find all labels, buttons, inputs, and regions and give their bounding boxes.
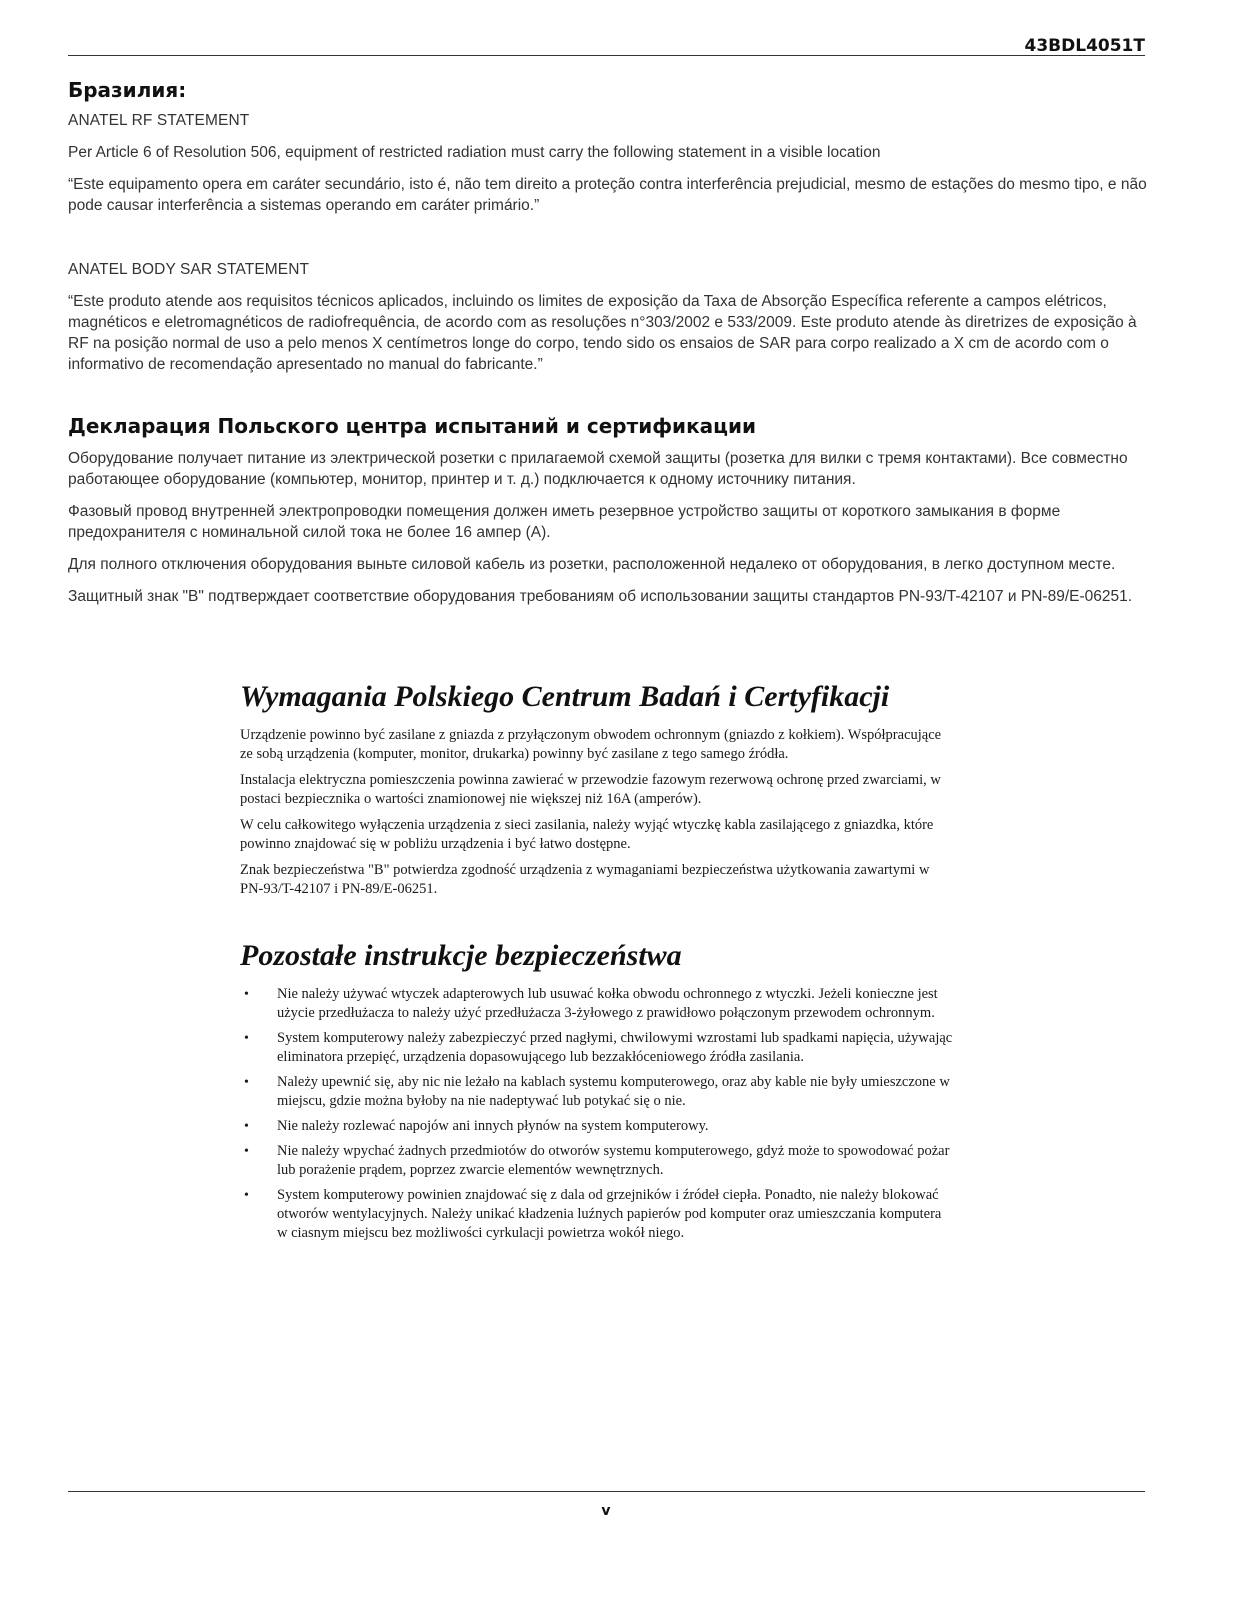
scan-paragraph: Znak bezpieczeństwa "B" potwierdza zgodność urządzenia z wymaganiami bezpieczeństwa użytkowania zawartymi w PN-93/T-42107 i PN-89/E-06251. (240, 862, 930, 897)
bullet-icon: • (244, 1119, 249, 1134)
list-item-text: Nie należy wpychać żadnych przedmiotów do otworów systemu komputerowego, gdyż może to spowodować pożar lub porażenie prądem, poprzez zwarcie elementów wewnętrznych. (277, 1143, 950, 1178)
scan-heading-requirements: Wymagania Polskiego Centrum Badań i Certyfikacji (240, 680, 890, 713)
bullet-icon: • (244, 1075, 249, 1090)
main-content (68, 78, 1148, 618)
list-item-text: Nie należy używać wtyczek adapterowych lub usuwać kołka obwodu ochronnego z wtyczki. Jeżeli konieczne jest użycie przedłużacza to należy użyć przedłużacza 3-żyłowego z prawidłowo połączonym przewodem ochronnym. (277, 986, 938, 1021)
list-item (240, 985, 955, 1023)
list-item (240, 1142, 955, 1180)
page-number: v (601, 1503, 611, 1519)
list-item (240, 1186, 955, 1243)
bullet-icon: • (244, 987, 249, 1002)
list-item (240, 1029, 955, 1067)
scan-paragraph: Instalacja elektryczna pomieszczenia powinna zawierać w przewodzie fazowym rezerwową ochronę przed zwarciami, w postaci bezpiecznika o wartości znamionowej nie większej niż 16A (amperów). (240, 772, 941, 807)
poland-heading: Декларация Польского центра испытаний и сертификации (68, 414, 756, 438)
list-item (240, 1073, 955, 1111)
header-rule (68, 55, 1145, 56)
list-item-text: System komputerowy powinien znajdować się z dala od grzejników i źródeł ciepła. Ponadto, nie należy blokować otworów wentylacyjnych. Należy unikać kładzenia luźnych papierów pod komputer oraz umieszczania komputera w ciasnym miejscu bez możliwości cyrkulacji powietrza wokół niego. (277, 1187, 942, 1241)
list-item-text: Należy upewnić się, aby nic nie leżało na kablach systemu komputerowego, oraz aby kable nie były umieszczone w miejscu, gdzie można byłoby na nie nadeptywać lub potykać się o nie. (277, 1074, 950, 1109)
bullet-icon: • (244, 1144, 249, 1159)
model-number: 43BDL4051T (1024, 36, 1145, 56)
rf-statement-intro: Per Article 6 of Resolution 506, equipment of restricted radiation must carry the following statement in a visible location (68, 144, 881, 161)
bullet-icon: • (244, 1031, 249, 1046)
bullet-icon: • (244, 1188, 249, 1203)
list-item-text: System komputerowy należy zabezpieczyć przed nagłymi, chwilowymi wzrostami lub spadkami napięcia, używając eliminatora przepięć, urządzenia dopasowującego lub bezzakłóceniowego źródła zasilania. (277, 1030, 953, 1065)
scan-heading-safety: Pozostałe instrukcje bezpieczeństwa (240, 939, 682, 972)
scan-paragraph: W celu całkowitego wyłączenia urządzenia z sieci zasilania, należy wyjąć wtyczkę kabla zasilającego z gniazdka, które powinno znajdować się w pobliżu urządzenia i być łatwo dostępne. (240, 817, 934, 852)
polish-certification-scan (240, 680, 955, 1249)
rf-statement-quote: “Este equipamento opera em caráter secundário, isto é, não tem direito a proteção contra interferência prejudicial, mesmo de estações do mesmo tipo, e não pode causar interferência a sistemas operando em caráter primário.” (68, 176, 1147, 214)
rf-statement-label: ANATEL RF STATEMENT (68, 112, 250, 129)
sar-statement-quote: “Este produto atende aos requisitos técnicos aplicados, incluindo os limites de exposição da Taxa de Absorção Específica referente a campos elétricos, magnéticos e eletromagnéticos de radiofrequência, de acordo com as resoluções n°303/2002 e 533/2009. Este produto atende às diretrizes de exposição à RF na posição normal de uso a pelo menos X centímetros longe do corpo, tendo sido os ensaios de SAR para corpo realizado a X cm de acordo com o informativo de recomendação apresentado no manual do fabricante.” (68, 293, 1137, 373)
poland-paragraph: Защитный знак "B" подтверждает соответствие оборудования требованиям об использовании защиты стандартов PN-93/T-42107 и PN-89/E-06251. (68, 588, 1133, 605)
poland-paragraph: Для полного отключения оборудования выньте силовой кабель из розетки, расположенной недалеко от оборудования, в легко доступном месте. (68, 556, 1116, 573)
safety-instructions-list (240, 985, 955, 1243)
poland-paragraph: Оборудование получает питание из электрической розетки с прилагаемой схемой защиты (розетка для вилки с тремя контактами). Все совместно работающее оборудование (компьютер, монитор, принтер и т. д.) подключается к одному источнику питания. (68, 450, 1128, 488)
brazil-heading: Бразилия: (68, 78, 187, 102)
sar-statement-label: ANATEL BODY SAR STATEMENT (68, 261, 310, 278)
scan-paragraph: Urządzenie powinno być zasilane z gniazda z przyłączonym obwodem ochronnym (gniazdo z kołkiem). Współpracujące ze sobą urządzenia (komputer, monitor, drukarka) powinny być zasilane z tego samego źródła. (240, 727, 942, 762)
footer-rule (68, 1491, 1145, 1492)
list-item (240, 1117, 955, 1136)
list-item-text: Nie należy rozlewać napojów ani innych płynów na system komputerowy. (277, 1118, 709, 1134)
poland-paragraph: Фазовый провод внутренней электропроводки помещения должен иметь резервное устройство защиты от короткого замыкания в форме предохранителя с номинальной силой тока не более 16 ампер (A). (68, 503, 1061, 541)
